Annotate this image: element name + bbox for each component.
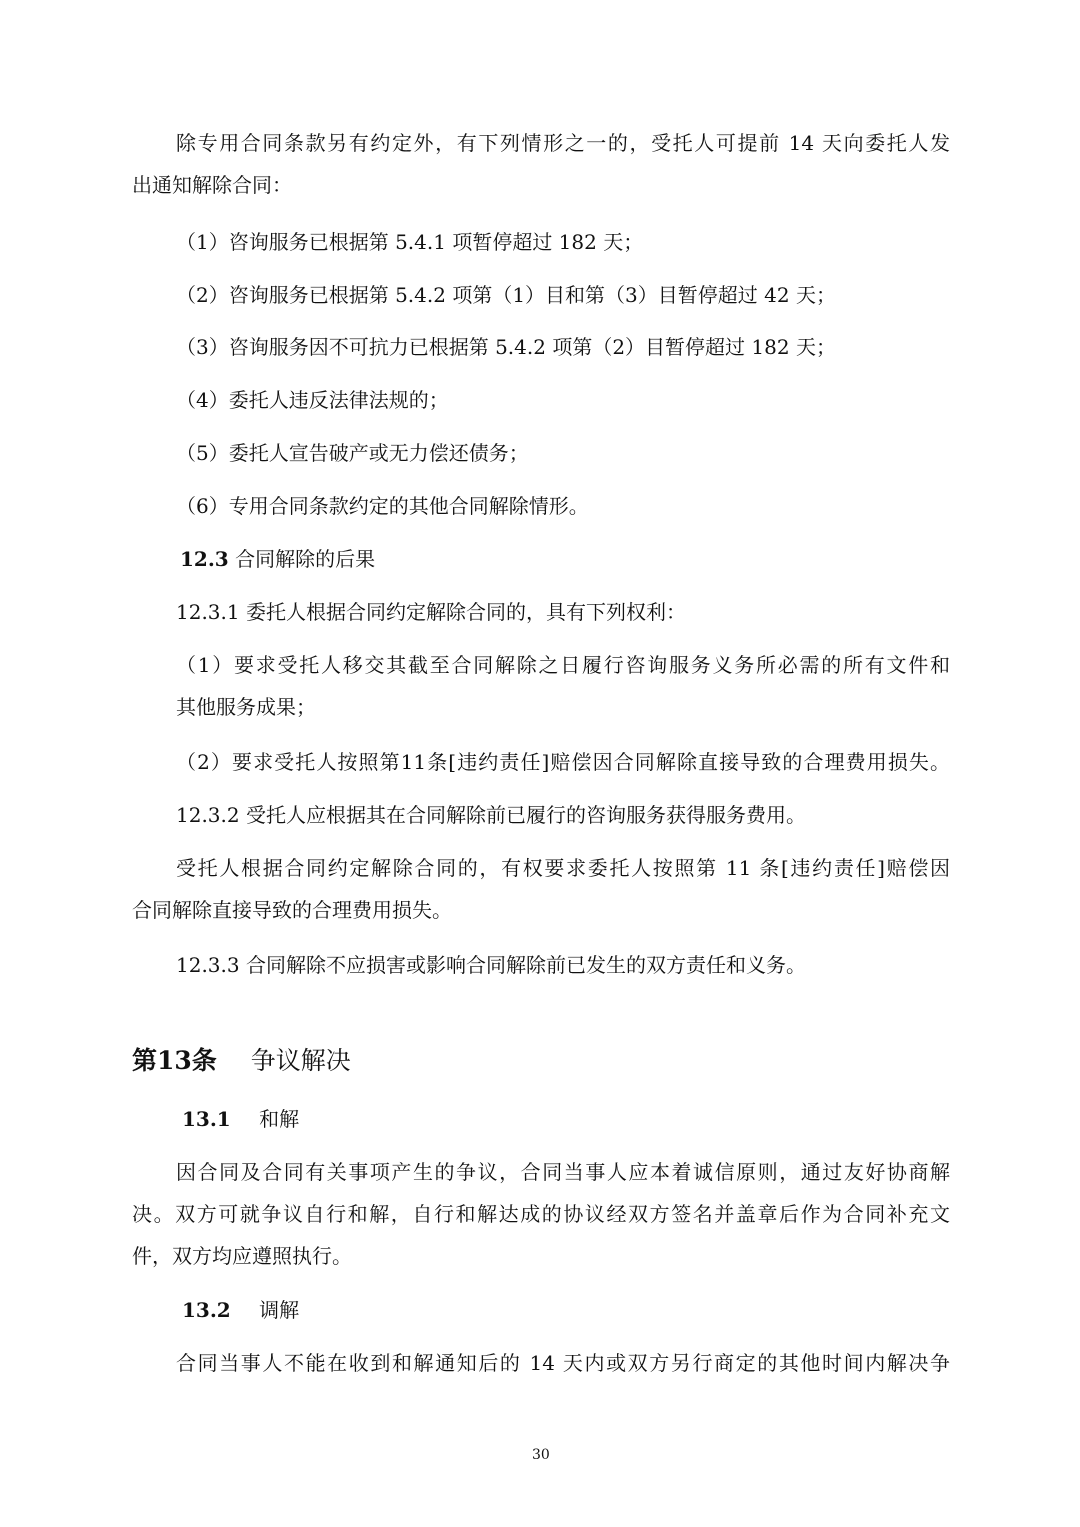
section-heading — [182, 1105, 299, 1133]
section-number: 13.2 — [182, 1298, 231, 1322]
list-item: （4）委托人违反法律法规的； — [176, 388, 449, 412]
article-heading — [132, 1047, 351, 1075]
list-item: （1）咨询服务已根据第 5.4.1 项暂停超过 182 天； — [176, 230, 644, 254]
paragraph-line: 因合同及合同有关事项产生的争议，合同当事人应本着诚信原则，通过友好协商解 — [176, 1160, 950, 1184]
section-title: 调解 — [259, 1298, 300, 1322]
list-item: （5）委托人宣告破产或无力偿还债务； — [176, 441, 529, 465]
paragraph-line: 决。双方可就争议自行和解，自行和解达成的协议经双方签名并盖章后作为合同补充文 — [132, 1202, 950, 1226]
article-title: 争议解决 — [250, 1046, 351, 1075]
paragraph-line: 12.3.3 合同解除不应损害或影响合同解除前已发生的双方责任和义务。 — [176, 953, 806, 977]
paragraph-line: 受托人根据合同约定解除合同的，有权要求委托人按照第 11 条[违约责任]赔偿因 — [176, 856, 950, 880]
list-item: （1）要求受托人移交其截至合同解除之日履行咨询服务义务所必需的所有文件和 — [176, 653, 950, 677]
article-number: 第13条 — [132, 1046, 217, 1075]
page-number: 30 — [532, 1447, 550, 1463]
paragraph-line: 12.3.1 委托人根据合同约定解除合同的，具有下列权利： — [176, 600, 686, 624]
paragraph-line: 合同当事人不能在收到和解通知后的 14 天内或双方另行商定的其他时间内解决争 — [176, 1351, 950, 1375]
section-title: 和解 — [259, 1107, 300, 1131]
list-item: （6）专用合同条款约定的其他合同解除情形。 — [176, 494, 589, 518]
list-item: （2）咨询服务已根据第 5.4.2 项第（1）目和第（3）目暂停超过 42 天； — [176, 283, 836, 307]
paragraph-line: 件，双方均应遵照执行。 — [132, 1244, 352, 1268]
list-item: （2）要求受托人按照第11条[违约责任]赔偿因合同解除直接导致的合理费用损失。 — [176, 750, 950, 774]
paragraph-line: 出通知解除合同： — [132, 173, 292, 197]
paragraph-line: 12.3.2 受托人应根据其在合同解除前已履行的咨询服务获得服务费用。 — [176, 803, 806, 827]
section-heading — [182, 1296, 299, 1324]
section-heading — [180, 545, 375, 573]
paragraph-line: 除专用合同条款另有约定外，有下列情形之一的，受托人可提前 14 天向委托人发 — [176, 131, 950, 155]
section-number: 12.3 — [180, 547, 229, 571]
section-number: 13.1 — [182, 1107, 231, 1131]
list-item: （3）咨询服务因不可抗力已根据第 5.4.2 项第（2）目暂停超过 182 天； — [176, 335, 836, 359]
list-item: 其他服务成果； — [176, 695, 316, 719]
paragraph-line: 合同解除直接导致的合理费用损失。 — [132, 898, 452, 922]
section-title: 合同解除的后果 — [235, 547, 376, 571]
